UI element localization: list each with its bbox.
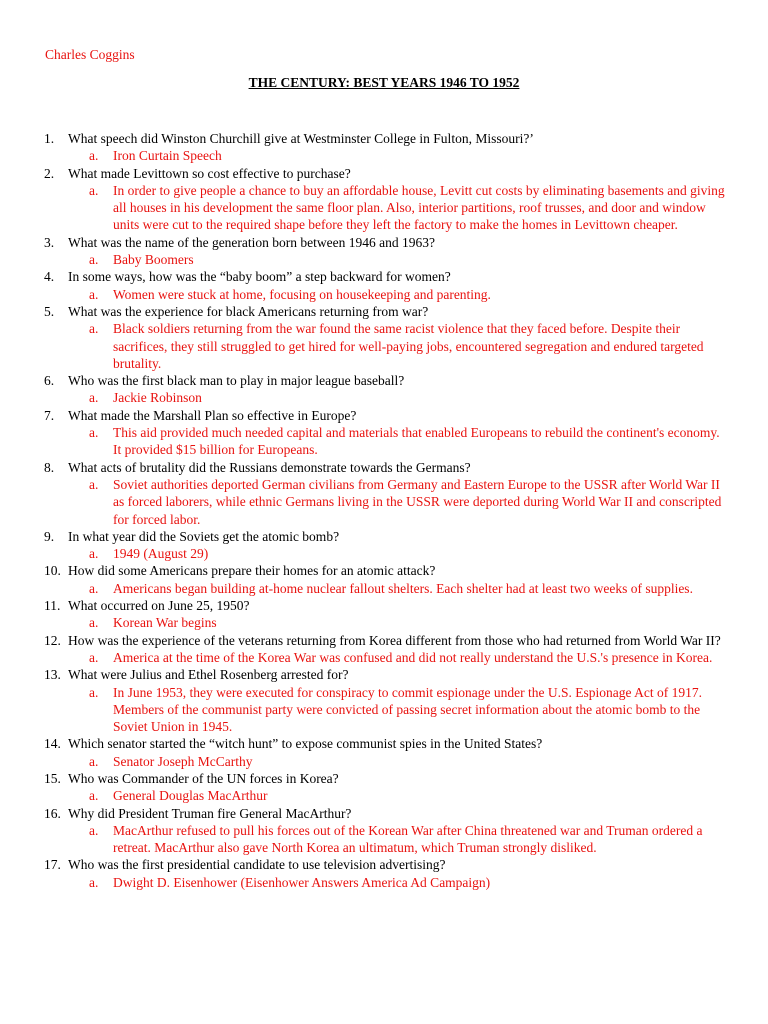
question-row (0, 407, 730, 424)
question-number: 12. (44, 632, 61, 648)
question-item (0, 770, 730, 805)
question-item (0, 856, 730, 891)
answer-marker: a. (89, 684, 99, 700)
answer-marker: a. (89, 546, 99, 562)
answer-row (0, 787, 730, 804)
question-row (0, 856, 730, 873)
question-item (0, 303, 730, 372)
question-item (0, 268, 730, 303)
answer-row (0, 476, 730, 528)
question-row (0, 268, 730, 285)
question-item (0, 597, 730, 632)
question-row (0, 234, 730, 251)
answer-marker: a. (89, 753, 99, 769)
question-item (0, 130, 730, 165)
question-row (0, 130, 730, 147)
question-row (0, 562, 730, 579)
answer-row (0, 424, 730, 459)
question-item (0, 407, 730, 459)
answer-row (0, 286, 730, 303)
question-number: 5. (44, 303, 55, 319)
question-item (0, 805, 730, 857)
document-title: THE CENTURY: BEST YEARS 1946 TO 1952 (248, 75, 520, 90)
answer-text: Soviet authorities deported German civilians from Germany and Eastern Europe to the USSR after World War II as forced laborers, while ethnic Germans living in the USSR were deported during World War II and conscripted for forced labor. (113, 476, 722, 527)
question-item (0, 735, 730, 770)
question-text: Who was Commander of the UN forces in Korea? (68, 770, 339, 786)
answer-marker: a. (89, 321, 99, 337)
answer-row (0, 822, 730, 857)
question-text: Why did President Truman fire General MacArthur? (68, 805, 352, 821)
question-item (0, 632, 730, 667)
answer-marker: a. (89, 874, 99, 890)
question-number: 6. (44, 373, 55, 389)
answer-marker: a. (89, 649, 99, 665)
answer-marker: a. (89, 148, 99, 164)
question-text: In some ways, how was the “baby boom” a step backward for women? (68, 269, 451, 285)
question-number: 4. (44, 269, 55, 285)
question-number: 13. (44, 667, 61, 683)
answer-text: 1949 (August 29) (113, 546, 209, 562)
question-number: 17. (44, 857, 61, 873)
question-row (0, 528, 730, 545)
question-item (0, 165, 730, 234)
question-number: 9. (44, 528, 55, 544)
answer-marker: a. (89, 286, 99, 302)
question-number: 16. (44, 805, 61, 821)
question-text: Who was the first black man to play in major league baseball? (68, 373, 405, 389)
answer-text: In order to give people a chance to buy an affordable house, Levitt cut costs by eliminating basements and giving all houses in his development the same floor plan. Also, interior partitions, roof trusses, and door and window units were cut to the required shape before they left the factory to make the homes in Levittown cheaper. (113, 182, 725, 233)
question-row (0, 770, 730, 787)
answer-row (0, 649, 730, 666)
answer-marker: a. (89, 182, 99, 198)
answer-text: Senator Joseph McCarthy (113, 753, 253, 769)
answer-text: MacArthur refused to pull his forces out of the Korean War after China threatened war and Truman ordered a retreat. MacArthur also gave North Korea an ultimatum, which Truman strongly disliked. (113, 822, 703, 856)
question-row (0, 597, 730, 614)
question-text: What made the Marshall Plan so effective in Europe? (68, 407, 357, 423)
question-row (0, 372, 730, 389)
question-number: 11. (44, 598, 61, 614)
question-number: 8. (44, 459, 55, 475)
answer-row (0, 320, 730, 372)
answer-text: Women were stuck at home, focusing on housekeeping and parenting. (113, 286, 491, 302)
question-row (0, 735, 730, 752)
question-number: 15. (44, 770, 61, 786)
question-text: How was the experience of the veterans returning from Korea different from those who had returned from World War II? (68, 632, 721, 648)
question-text: In what year did the Soviets get the atomic bomb? (68, 528, 340, 544)
answer-row (0, 753, 730, 770)
question-row (0, 666, 730, 683)
question-row (0, 459, 730, 476)
answer-row (0, 580, 730, 597)
answer-text: This aid provided much needed capital and materials that enabled Europeans to rebuild the continent's economy. It provided $15 billion for Europeans. (113, 425, 720, 458)
question-number: 3. (44, 234, 55, 250)
question-text: What was the experience for black Americans returning from war? (68, 303, 429, 319)
answer-row (0, 874, 730, 891)
question-row (0, 303, 730, 320)
question-text: What occurred on June 25, 1950? (68, 598, 250, 614)
answer-marker: a. (89, 390, 99, 406)
answer-marker: a. (89, 615, 99, 631)
question-list (0, 130, 730, 891)
question-text: What were Julius and Ethel Rosenberg arrested for? (68, 667, 349, 683)
answer-marker: a. (89, 788, 99, 804)
answer-text: In June 1953, they were executed for conspiracy to commit espionage under the U.S. Espionage Act of 1917. Members of the communist party were convicted of passing secret information about the atomic bomb to the Soviet Union in 1945. (113, 684, 702, 735)
answer-marker: a. (89, 476, 99, 492)
answer-text: Dwight D. Eisenhower (Eisenhower Answers America Ad Campaign) (113, 874, 491, 890)
question-number: 14. (44, 736, 61, 752)
question-text: What was the name of the generation born between 1946 and 1963? (68, 234, 435, 250)
answer-marker: a. (89, 425, 99, 441)
question-number: 7. (44, 407, 55, 423)
answer-row (0, 614, 730, 631)
answer-row (0, 251, 730, 268)
answer-row (0, 389, 730, 406)
question-text: Which senator started the “witch hunt” to expose communist spies in the United States? (68, 736, 543, 752)
question-item (0, 562, 730, 597)
question-text: What speech did Winston Churchill give at Westminster College in Fulton, Missouri?’ (68, 131, 534, 146)
question-number: 2. (44, 165, 55, 181)
question-item (0, 234, 730, 269)
answer-text: General Douglas MacArthur (113, 788, 268, 804)
question-item (0, 528, 730, 563)
answer-row (0, 182, 730, 234)
answer-text: Baby Boomers (113, 252, 194, 268)
question-text: What acts of brutality did the Russians demonstrate towards the Germans? (68, 459, 471, 475)
question-text: How did some Americans prepare their homes for an atomic attack? (68, 563, 436, 579)
answer-row (0, 147, 730, 164)
answer-text: Black soldiers returning from the war found the same racist violence that they faced before. Despite their sacrifices, they still struggled to get hired for well-paying jobs, encountered segregation and endured targeted brutality. (113, 321, 704, 371)
answer-row (0, 684, 730, 736)
question-row (0, 165, 730, 182)
question-item (0, 666, 730, 735)
answer-text: Korean War begins (113, 615, 217, 631)
question-row (0, 805, 730, 822)
question-item (0, 372, 730, 407)
question-row (0, 632, 730, 649)
question-text: Who was the first presidential candidate to use television advertising? (68, 857, 446, 873)
question-number: 10. (44, 563, 61, 579)
answer-marker: a. (89, 580, 99, 596)
author-name: Charles Coggins (45, 47, 135, 62)
answer-text: America at the time of the Korea War was confused and did not really understand the U.S.'s presence in Korea. (113, 649, 713, 665)
answer-text: Jackie Robinson (113, 390, 202, 406)
question-item (0, 459, 730, 528)
answer-text: Americans began building at-home nuclear fallout shelters. Each shelter had at least two weeks of supplies. (113, 580, 693, 596)
question-text: What made Levittown so cost effective to purchase? (68, 165, 351, 181)
answer-marker: a. (89, 252, 99, 268)
answer-text: Iron Curtain Speech (113, 148, 222, 164)
answer-row (0, 545, 730, 562)
question-number: 1. (44, 131, 55, 146)
answer-marker: a. (89, 822, 99, 838)
